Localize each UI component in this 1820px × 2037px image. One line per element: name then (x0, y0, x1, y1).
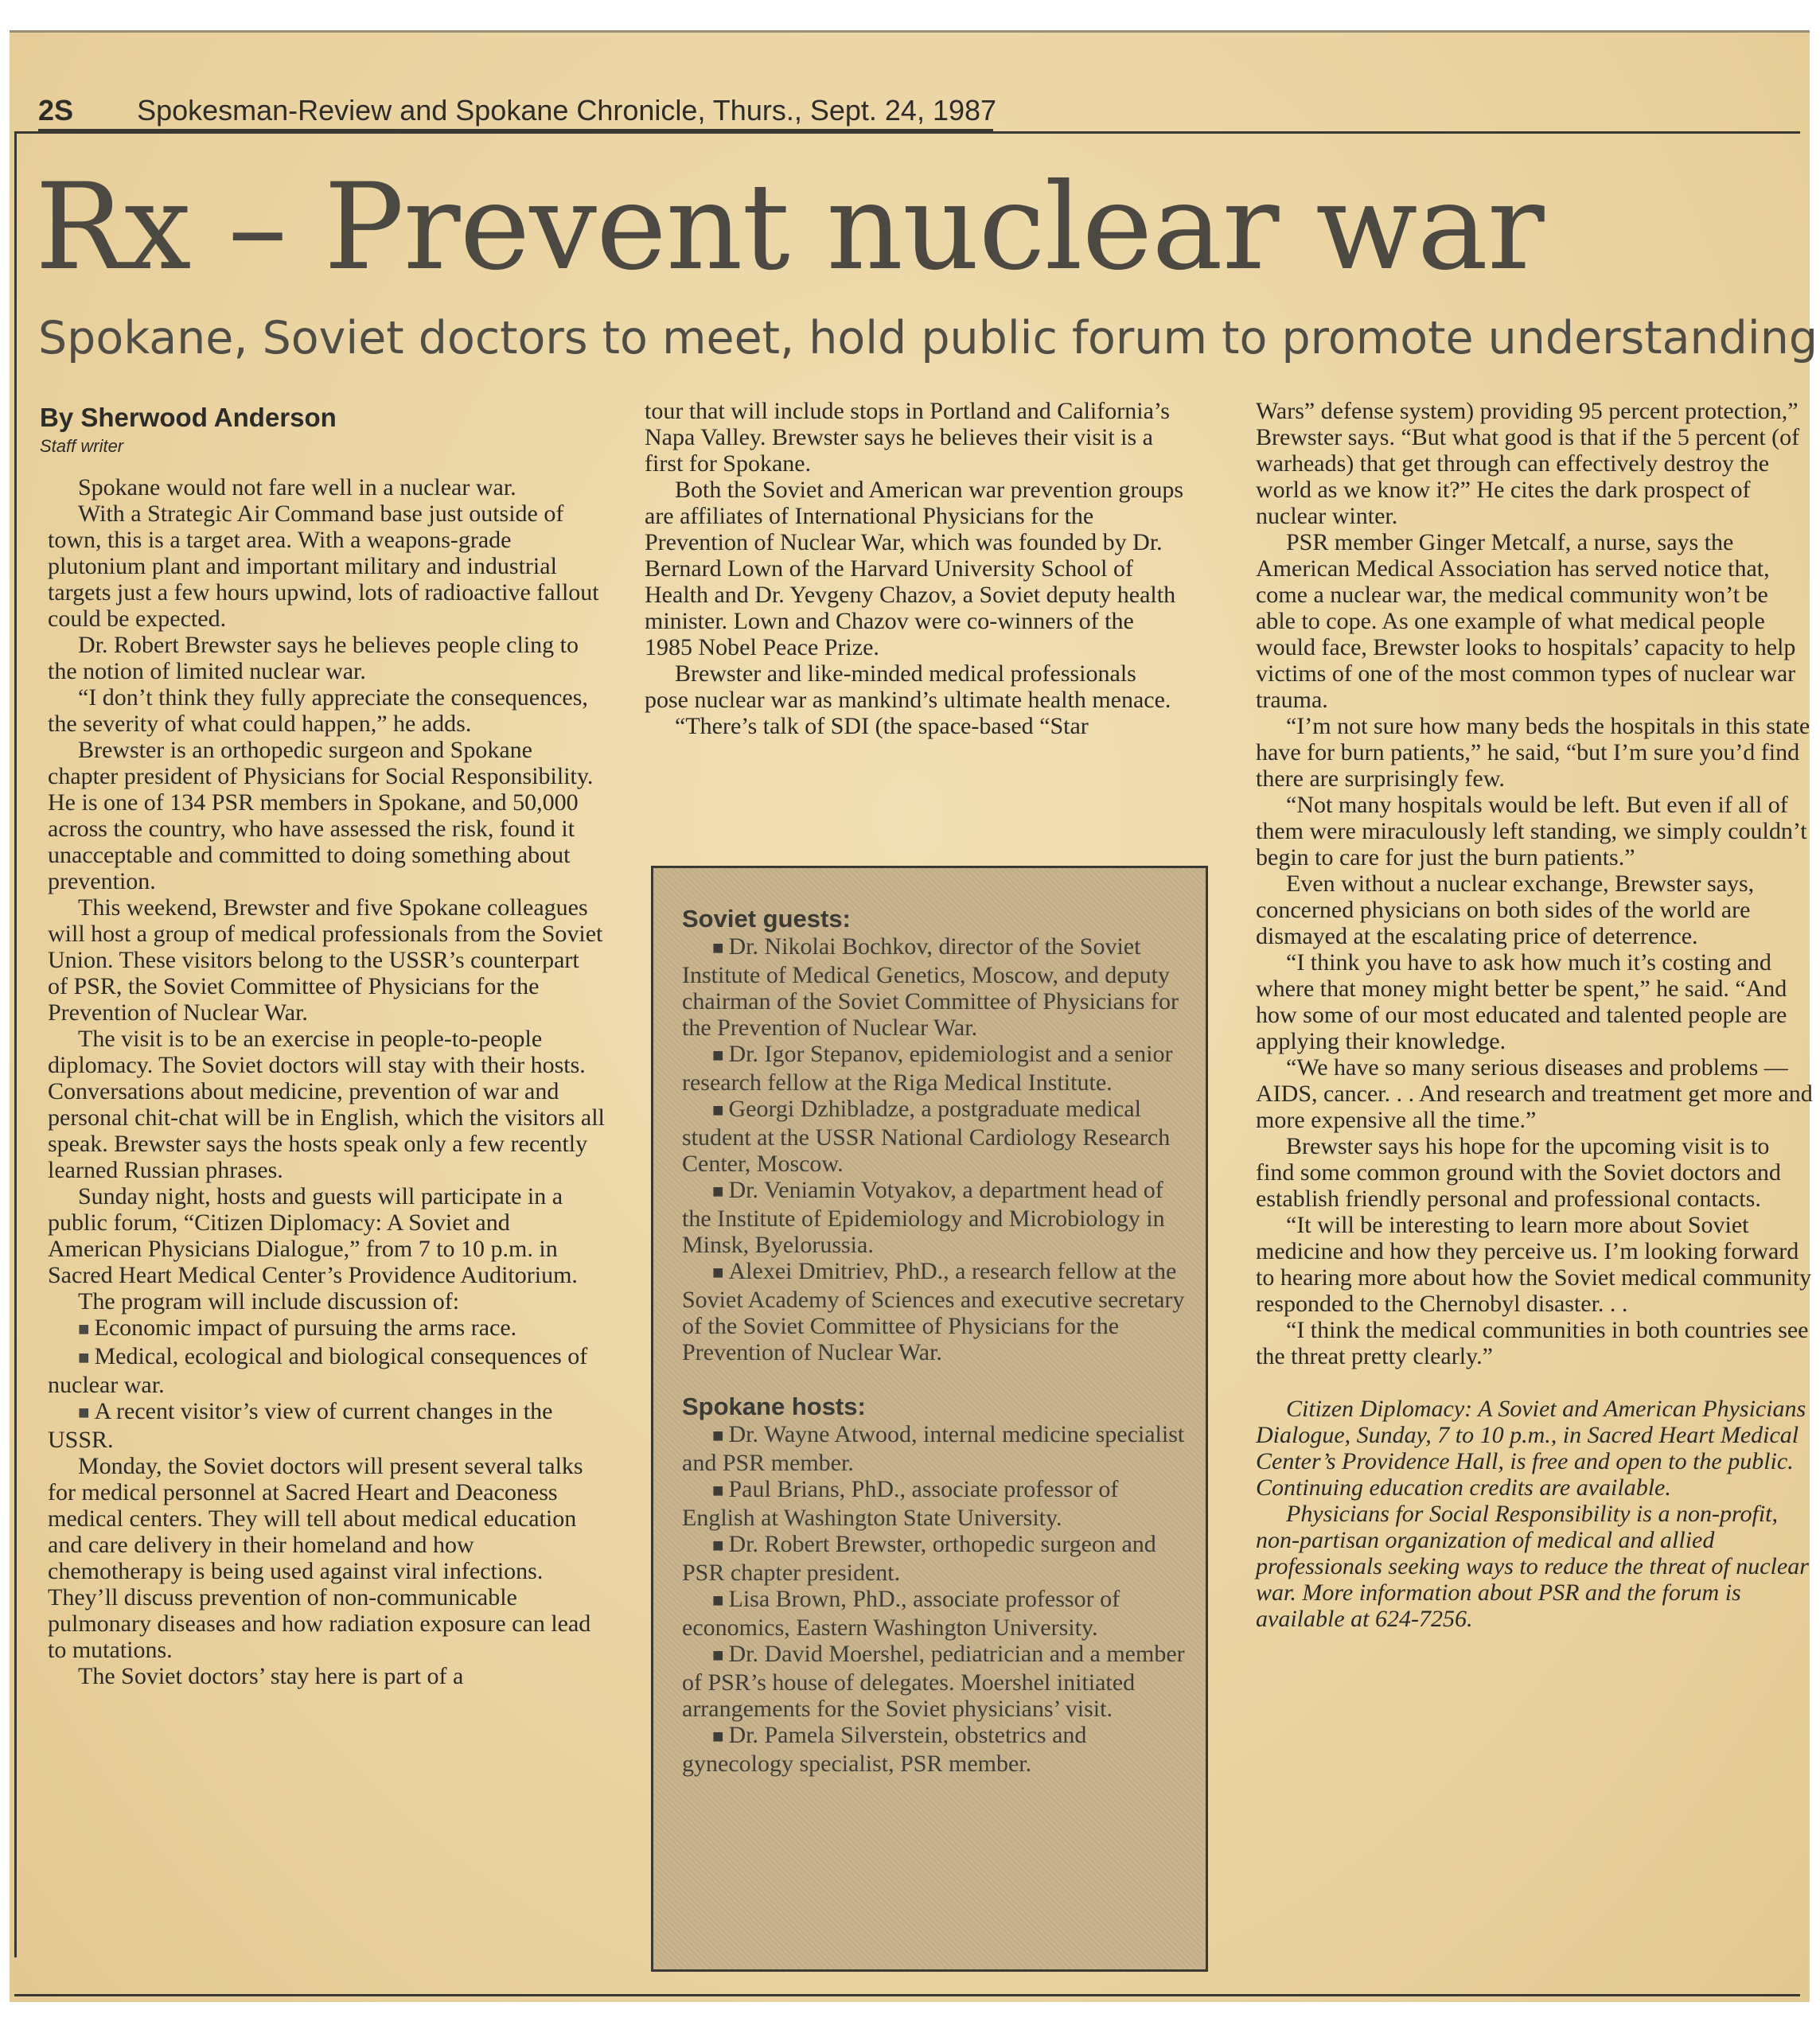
event-info-note (1256, 1396, 1813, 1632)
byline: By Sherwood Anderson (40, 403, 337, 432)
soviet-guests-heading: Soviet guests: (682, 905, 851, 933)
paragraph: The program will include discussion of: (78, 1288, 460, 1315)
paragraph: Both the Soviet and American war prevention groups are affiliates of International Physicians for the Prevention of Nuclear War, which was founded by Dr. Bernard Lown of the Harvard University School of Health and Dr. Yevgeny Chazov, a Soviet deputy health minister. Lown and Chazov were co-winners of the 1985 Nobel Peace Prize. (645, 477, 1184, 660)
paragraph: “We have so many serious diseases and problems — AIDS, cancer. . . And research and treatment get more and more expensive all the time.” (1256, 1054, 1813, 1133)
paragraph: “I’m not sure how many beds the hospitals in this state have for burn patients,” he said, “but I’m sure you’d find there are surprisingly few. (1256, 713, 1810, 792)
paragraph: Even without a nuclear exchange, Brewster says, concerned physicians on both sides of the world are dismayed at the escalating price of deterrence. (1256, 870, 1755, 949)
paragraph: “I don’t think they fully appreciate the consequences, the severity of what could happen,” he adds. (48, 684, 588, 737)
article-box-left-rule (14, 131, 17, 1957)
guest-entry: ■ Dr. Igor Stepanov, epidemiologist and a senior research fellow at the Riga Medical Institute. (682, 1041, 1187, 1096)
paragraph: Sunday night, hosts and guests will participate in a public forum, “Citizen Diplomacy: A Soviet and American Physicians Dialogue,” from 7 to 10 p.m. in Sacred Heart Medical Center’s Providence Auditorium. (48, 1183, 578, 1288)
paragraph: With a Strategic Air Command base just outside of town, this is a target area. With a weapons-grade plutonium plant and important military and industrial targets just a few hours upwind, lots of radioactive fallout could be expected. (48, 500, 599, 632)
guest-entry: ■ Dr. Veniamin Votyakov, a department head of the Institute of Epidemiology and Microbiology in Minsk, Byelorussia. (682, 1177, 1187, 1258)
guest-entry: ■ Dr. Nikolai Bochkov, director of the Soviet Institute of Medical Genetics, Moscow, and deputy chairman of the Soviet Committee of Physicians for the Prevention of Nuclear War. (682, 933, 1187, 1041)
host-entry: ■ Paul Brians, PhD., associate professor of English at Washington State University. (682, 1476, 1187, 1531)
paper-dateline: Spokesman-Review and Spokane Chronicle, Thurs., Sept. 24, 1987 (137, 94, 997, 127)
headline: Rx – Prevent nuclear war (35, 158, 1544, 297)
guest-entry: ■ Alexei Dmitriev, PhD., a research fellow at the Soviet Academy of Sciences and executive secretary of the Soviet Committee of Physicians for the Prevention of Nuclear War. (682, 1258, 1187, 1365)
host-entry: ■ Lisa Brown, PhD., associate professor of economics, Eastern Washington University. (682, 1586, 1187, 1641)
byline-role: Staff writer (40, 436, 124, 456)
paragraph: Brewster says his hope for the upcoming visit is to find some common ground with the Soviet doctors and establish friendly personal and professional contacts. (1256, 1133, 1781, 1212)
paragraph: The Soviet doctors’ stay here is part of a (78, 1663, 464, 1689)
paragraph: Brewster and like-minded medical professionals pose nuclear war as mankind’s ultimate health menace. (645, 660, 1171, 713)
paragraph: Monday, the Soviet doctors will present several talks for medical personnel at Sacred Heart and Deaconess medical centers. They will tell about medical education and care delivery in their homeland and how chemotherapy is being used against viral infections. They’ll discuss prevention of non-communicable pulmonary diseases and how radiation exposure can lead to mutations. (48, 1453, 591, 1663)
paragraph: “It will be interesting to learn more about Soviet medicine and how they perceive us. I’m looking forward to hearing more about how the Soviet medical community responded to the Chernobyl disaster. . . (1256, 1212, 1812, 1317)
program-bullet: ■ A recent visitor’s view of current changes in the USSR. (48, 1398, 605, 1453)
paragraph: tour that will include stops in Portland and California’s Napa Valley. Brewster says he believes their visit is a first for Spokane. (645, 398, 1170, 477)
article-column-3 (1256, 398, 1813, 1632)
spacer (1256, 1369, 1813, 1396)
page-number: 2S (38, 94, 74, 127)
article-column-1 (48, 474, 605, 1689)
paragraph: “Not many hospitals would be left. But even if all of them were miraculously left standing, we simply couldn’t begin to care for just the burn patients.” (1256, 792, 1807, 870)
masthead (38, 94, 997, 130)
article-box-top-rule (14, 131, 1800, 134)
host-entry: ■ Dr. Robert Brewster, orthopedic surgeon and PSR chapter president. (682, 1531, 1187, 1586)
guest-list-sidebar (651, 866, 1208, 1972)
host-entry: ■ Dr. David Moershel, pediatrician and a member of PSR’s house of delegates. Moershel initiated arrangements for the Soviet physicians’ visit. (682, 1641, 1187, 1722)
article-column-2 (645, 398, 1186, 739)
paragraph: “I think you have to ask how much it’s costing and where that money might better be spent,” he said. “And how some of our most educated and talented people are applying their knowledge. (1256, 949, 1787, 1054)
organization-info: Physicians for Social Responsibility is a non-profit, non-partisan organization of medical and allied professionals seeking ways to reduce the threat of nuclear war. More information about PSR and the forum is available at 624-7256. (1256, 1501, 1809, 1632)
paragraph: Dr. Robert Brewster says he believes people cling to the notion of limited nuclear war. (48, 632, 579, 684)
host-entry: ■ Dr. Wayne Atwood, internal medicine specialist and PSR member. (682, 1421, 1187, 1476)
spokane-hosts-heading: Spokane hosts: (682, 1392, 866, 1420)
spacer (682, 1365, 1187, 1392)
paragraph: Brewster is an orthopedic surgeon and Spokane chapter president of Physicians for Social Responsibility. He is one of 134 PSR members in Spokane, and 50,000 across the country, who have assessed the risk, found it unacceptable and committed to doing something about prevention. (48, 737, 594, 894)
event-details: Citizen Diplomacy: A Soviet and American Physicians Dialogue, Sunday, 7 to 10 p.m., in Sacred Heart Medical Center’s Providence Hall, is free and open to the public. Continuing education credits are available. (1256, 1396, 1806, 1501)
paragraph: Spokane would not fare well in a nuclear war. (78, 474, 516, 500)
paragraph: This weekend, Brewster and five Spokane colleagues will host a group of medical professionals from the Soviet Union. These visitors belong to the USSR’s counterpart of PSR, the Soviet Committee of Physicians for the Prevention of Nuclear War. (48, 894, 603, 1026)
subheadline: Spokane, Soviet doctors to meet, hold public forum to promote understanding (38, 312, 1818, 364)
host-entry: ■ Dr. Pamela Silverstein, obstetrics and gynecology specialist, PSR member. (682, 1722, 1187, 1777)
program-bullet: ■ Economic impact of pursuing the arms race. (48, 1315, 605, 1343)
clipping-edge (10, 30, 1810, 33)
guest-entry: ■ Georgi Dzhibladze, a postgraduate medical student at the USSR National Cardiology Research Center, Moscow. (682, 1096, 1187, 1177)
paragraph: Wars” defense system) providing 95 percent protection,” Brewster says. “But what good is that if the 5 percent (of warheads) that get through can effectively destroy the world as we know it?” He cites the dark prospect of nuclear winter. (1256, 398, 1800, 529)
paragraph: PSR member Ginger Metcalf, a nurse, says the American Medical Association has served notice that, come a nuclear war, the medical community won’t be able to cope. As one example of what medical people would face, Brewster looks to hospitals’ capacity to help victims of one of the most common types of nuclear war trauma. (1256, 529, 1796, 713)
paragraph: The visit is to be an exercise in people-to-people diplomacy. The Soviet doctors will stay with their hosts. Conversations about medicine, prevention of war and personal chit-chat will be in English, which the visitors all speak. Brewster says the hosts speak only a few recently learned Russian phrases. (48, 1026, 605, 1183)
paragraph: “There’s talk of SDI (the space-based “Star (675, 713, 1089, 739)
paragraph: “I think the medical communities in both countries see the threat pretty clearly.” (1256, 1317, 1809, 1369)
article-box-bottom-rule (14, 1994, 1800, 1996)
program-bullet: ■ Medical, ecological and biological consequences of nuclear war. (48, 1343, 605, 1398)
